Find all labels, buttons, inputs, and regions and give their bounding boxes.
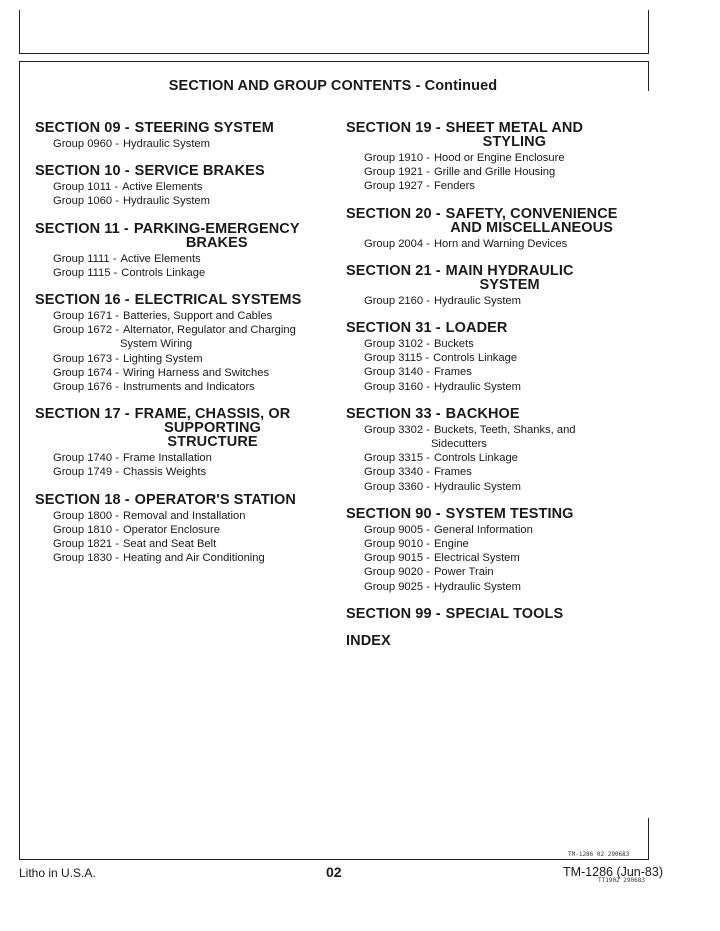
section-entry [346, 507, 646, 594]
group-description-line: Heating and Air Conditioning [122, 552, 265, 565]
group-code: Group 1800 - [53, 509, 119, 522]
group-item [346, 523, 646, 537]
section-title-line: FRAME, CHASSIS, OR [134, 406, 291, 423]
page-frame-left-line [19, 61, 20, 859]
group-item [35, 380, 335, 394]
group-description [430, 451, 518, 465]
group-item [346, 423, 646, 451]
section-heading [346, 507, 646, 521]
group-list [346, 337, 646, 394]
group-description [430, 165, 555, 179]
group-description [119, 465, 206, 479]
group-item [35, 252, 335, 266]
group-item [346, 237, 646, 251]
group-description-line: Hydraulic System [122, 138, 210, 150]
group-list [346, 523, 646, 594]
group-item [346, 351, 646, 365]
group-description-line: Hydraulic System [433, 580, 521, 593]
section-entry [346, 634, 646, 648]
group-description-line: Electrical System [433, 552, 520, 565]
section-title-line: STYLING [482, 134, 547, 150]
group-description [117, 266, 205, 280]
group-description-line: Alternator, Regulator and Charging [122, 324, 296, 337]
group-description-line: Buckets [433, 338, 474, 351]
group-item [35, 551, 335, 565]
group-code: Group 1821 - [53, 538, 119, 551]
group-code: Group 2160 - [364, 294, 430, 307]
group-description [430, 423, 576, 451]
group-code: Group 1671 - [53, 310, 119, 323]
section-heading [346, 207, 646, 235]
section-title-line: SHEET METAL AND [445, 120, 584, 136]
group-description-line: Seat and Seat Belt [122, 538, 217, 551]
group-code: Group 1830 - [53, 552, 119, 565]
group-item [346, 580, 646, 594]
group-item [35, 366, 335, 380]
group-description-line: Hydraulic System [433, 480, 521, 493]
group-list [35, 137, 335, 151]
group-code: Group 9015 - [364, 552, 430, 565]
section-title-line: LOADER [445, 320, 508, 337]
section-number: SECTION 17 - [35, 406, 130, 423]
section-entry [35, 407, 335, 479]
section-title [130, 293, 302, 307]
group-description-line: Instruments and Indicators [122, 381, 255, 394]
section-entry [35, 493, 335, 566]
group-item [35, 309, 335, 323]
section-title-line: AND MISCELLANEOUS [450, 219, 614, 236]
group-description [119, 366, 269, 380]
section-title-line: PARKING-EMERGENCY [133, 220, 300, 237]
group-list [35, 180, 335, 208]
group-description-line: Buckets, Teeth, Shanks, and [433, 423, 576, 436]
section-title [130, 164, 265, 178]
group-description-line: Chassis Weights [122, 466, 207, 479]
group-item [346, 480, 646, 494]
group-description [430, 237, 567, 251]
section-heading [35, 164, 335, 178]
section-entry [35, 164, 335, 208]
group-description-line: Controls Linkage [433, 452, 518, 465]
page-title: SECTION AND GROUP CONTENTS - Continued [168, 78, 498, 94]
group-description [430, 365, 472, 379]
group-item [35, 523, 335, 537]
group-description [119, 309, 272, 323]
section-heading [346, 121, 646, 149]
section-entry [346, 207, 646, 251]
group-description [430, 580, 521, 594]
section-number: SECTION 19 - [346, 120, 441, 136]
section-title [129, 222, 300, 250]
group-code: Group 9025 - [364, 580, 430, 593]
section-number: SECTION 16 - [35, 292, 130, 309]
section-heading [346, 607, 646, 621]
section-number: SECTION 11 - [35, 220, 129, 237]
section-title-line: SAFETY, CONVENIENCE [445, 205, 618, 222]
section-entry [35, 293, 335, 394]
page-frame-right-line-lower [648, 818, 649, 860]
group-description-line: General Information [433, 523, 533, 536]
group-description [430, 337, 474, 351]
section-entry [346, 407, 646, 494]
section-title [441, 321, 508, 335]
group-description-line: Frames [433, 466, 472, 479]
section-title [130, 493, 296, 507]
group-code: Group 1749 - [53, 466, 119, 479]
section-title-line: BRAKES [185, 234, 248, 251]
section-heading [346, 634, 646, 648]
section-title-line: OPERATOR'S STATION [134, 491, 296, 508]
group-item [35, 509, 335, 523]
group-code: Group 1060 - [53, 195, 119, 208]
group-description-line: Frame Installation [122, 452, 212, 465]
section-number: SECTION 20 - [346, 205, 441, 222]
group-list [346, 423, 646, 494]
group-item [346, 565, 646, 579]
group-description-line: Controls Linkage [433, 352, 518, 365]
group-code: Group 1115 - [53, 266, 118, 279]
group-description [119, 509, 246, 523]
section-number: SECTION 99 - [346, 605, 441, 622]
section-title [441, 607, 564, 621]
group-description-line: Batteries, Support and Cables [122, 310, 273, 323]
section-number: SECTION 33 - [346, 405, 441, 422]
section-title [130, 407, 291, 449]
group-code: Group 0960 - [53, 138, 119, 150]
section-heading [35, 407, 335, 449]
group-description-line: Controls Linkage [121, 266, 206, 279]
group-description [430, 537, 469, 551]
section-entry [346, 121, 646, 194]
group-description [430, 523, 533, 537]
group-code: Group 1011 - [53, 181, 119, 194]
section-title-line: SYSTEM [479, 276, 540, 293]
section-title [441, 207, 618, 235]
group-description [430, 551, 520, 565]
group-description-line: Horn and Warning Devices [433, 237, 568, 250]
top-frame-right-line [648, 10, 649, 54]
group-description [430, 380, 521, 394]
group-code: Group 9020 - [364, 566, 430, 579]
group-code: Group 3340 - [364, 466, 430, 479]
section-title [441, 264, 574, 292]
group-code: Group 1673 - [53, 352, 119, 365]
group-code: Group 1921 - [364, 166, 430, 179]
group-code: Group 2004 - [364, 237, 430, 250]
section-title-line: SYSTEM TESTING [445, 505, 574, 522]
group-code: Group 3102 - [364, 338, 430, 351]
group-description-line: System Wiring [119, 338, 193, 351]
group-description [119, 523, 220, 537]
section-heading [346, 321, 646, 335]
section-title [130, 121, 274, 135]
group-description [119, 380, 255, 394]
group-list [346, 151, 646, 194]
section-title-line: STEERING SYSTEM [134, 120, 274, 136]
section-heading [35, 293, 335, 307]
group-list [346, 237, 646, 251]
doc-code-bottom: TT1902 290683 [598, 877, 645, 884]
group-code: Group 1672 - [53, 324, 119, 337]
group-item [35, 137, 335, 151]
group-description [119, 352, 203, 366]
footer-litho: Litho in U.S.A. [19, 866, 96, 880]
group-list [35, 252, 335, 280]
group-description-line: Engine [433, 538, 469, 551]
group-item [35, 537, 335, 551]
group-item [35, 465, 335, 479]
group-item [346, 465, 646, 479]
group-list [346, 294, 646, 308]
group-description-line: Operator Enclosure [122, 523, 220, 536]
section-number: INDEX [346, 632, 391, 649]
group-description [119, 551, 265, 565]
group-item [346, 179, 646, 193]
section-number: SECTION 18 - [35, 491, 130, 508]
section-heading [35, 121, 335, 135]
section-entry [346, 607, 646, 621]
group-item [346, 294, 646, 308]
group-description [430, 151, 565, 165]
group-description [119, 451, 212, 465]
group-description [430, 294, 521, 308]
section-title-line: SPECIAL TOOLS [445, 605, 564, 622]
section-title-line: ELECTRICAL SYSTEMS [134, 292, 302, 309]
group-code: Group 9010 - [364, 538, 430, 551]
group-description-line: Fenders [433, 180, 475, 193]
doc-code-top: TM-1286 02 290683 [568, 851, 630, 858]
group-description-line: Lighting System [122, 352, 203, 365]
group-item [35, 352, 335, 366]
section-title-line: MAIN HYDRAULIC [445, 262, 574, 279]
group-description [430, 480, 521, 494]
group-description-line: Active Elements [120, 252, 201, 265]
group-code: Group 3315 - [364, 452, 430, 465]
group-description [116, 252, 200, 266]
group-item [346, 365, 646, 379]
group-item [346, 151, 646, 165]
group-item [35, 451, 335, 465]
section-title [441, 121, 583, 149]
group-code: Group 3360 - [364, 480, 430, 493]
group-item [35, 323, 335, 351]
left-column [35, 121, 335, 578]
group-code: Group 1676 - [53, 381, 119, 394]
group-description [119, 537, 216, 551]
group-code: Group 3140 - [364, 366, 430, 379]
section-title-line: STRUCTURE [167, 434, 258, 451]
section-entry [346, 264, 646, 308]
group-code: Group 3160 - [364, 380, 430, 393]
group-description [119, 194, 210, 208]
group-item [346, 380, 646, 394]
group-description-line: Hood or Engine Enclosure [433, 152, 565, 164]
group-code: Group 1740 - [53, 452, 119, 465]
page-frame-bottom-line [19, 859, 649, 860]
group-item [35, 266, 335, 280]
section-heading [346, 407, 646, 421]
right-column [346, 121, 646, 661]
section-entry [35, 222, 335, 280]
group-list [35, 309, 335, 394]
section-number: SECTION 31 - [346, 320, 441, 337]
group-item [35, 180, 335, 194]
group-code: Group 1910 - [364, 152, 430, 164]
group-description [119, 137, 210, 151]
section-entry [346, 321, 646, 394]
group-item [346, 551, 646, 565]
section-heading [35, 222, 335, 250]
group-description-line: Removal and Installation [122, 509, 246, 522]
section-number: SECTION 09 - [35, 120, 130, 136]
group-description-line: Hydraulic System [433, 380, 521, 393]
group-description-line: Wiring Harness and Switches [122, 366, 270, 379]
group-item [346, 165, 646, 179]
group-list [35, 509, 335, 566]
section-number: SECTION 90 - [346, 505, 441, 522]
group-description-line: Grille and Grille Housing [433, 166, 556, 179]
section-title-line: SUPPORTING [164, 420, 261, 437]
section-title [441, 407, 520, 421]
group-description [430, 565, 494, 579]
group-description [429, 351, 517, 365]
group-item [35, 194, 335, 208]
section-heading [346, 264, 646, 292]
section-number: SECTION 21 - [346, 262, 441, 279]
group-code: Group 1674 - [53, 366, 119, 379]
group-item [346, 337, 646, 351]
group-description-line: Sidecutters [430, 438, 487, 451]
group-description-line: Power Train [433, 566, 494, 579]
group-description [430, 179, 475, 193]
group-code: Group 9005 - [364, 523, 430, 536]
page-number: 02 [326, 864, 342, 880]
section-title-line: SERVICE BRAKES [134, 163, 265, 180]
page-frame-top-line [19, 61, 649, 62]
group-description-line: Hydraulic System [433, 294, 521, 307]
group-code: Group 1927 - [364, 180, 430, 193]
section-title-line: BACKHOE [445, 405, 520, 422]
group-code: Group 3115 - [364, 352, 430, 365]
group-description-line: Frames [433, 366, 472, 379]
group-description [118, 180, 202, 194]
group-description-line: Hydraulic System [122, 195, 210, 208]
group-item [346, 451, 646, 465]
footer-manual-id: TM-1286 (Jun-83) [562, 865, 663, 879]
group-code: Group 3302 - [364, 423, 430, 436]
group-list [35, 451, 335, 479]
group-description [430, 465, 472, 479]
group-item [346, 537, 646, 551]
section-heading [35, 493, 335, 507]
group-code: Group 1810 - [53, 523, 119, 536]
group-description [119, 323, 296, 351]
top-frame-left-line [19, 10, 20, 54]
group-description-line: Active Elements [122, 181, 203, 194]
top-frame-bottom-line [19, 53, 649, 54]
section-title [441, 507, 574, 521]
section-number: SECTION 10 - [35, 163, 130, 180]
section-entry [35, 121, 335, 151]
group-code: Group 1111 - [53, 252, 117, 265]
